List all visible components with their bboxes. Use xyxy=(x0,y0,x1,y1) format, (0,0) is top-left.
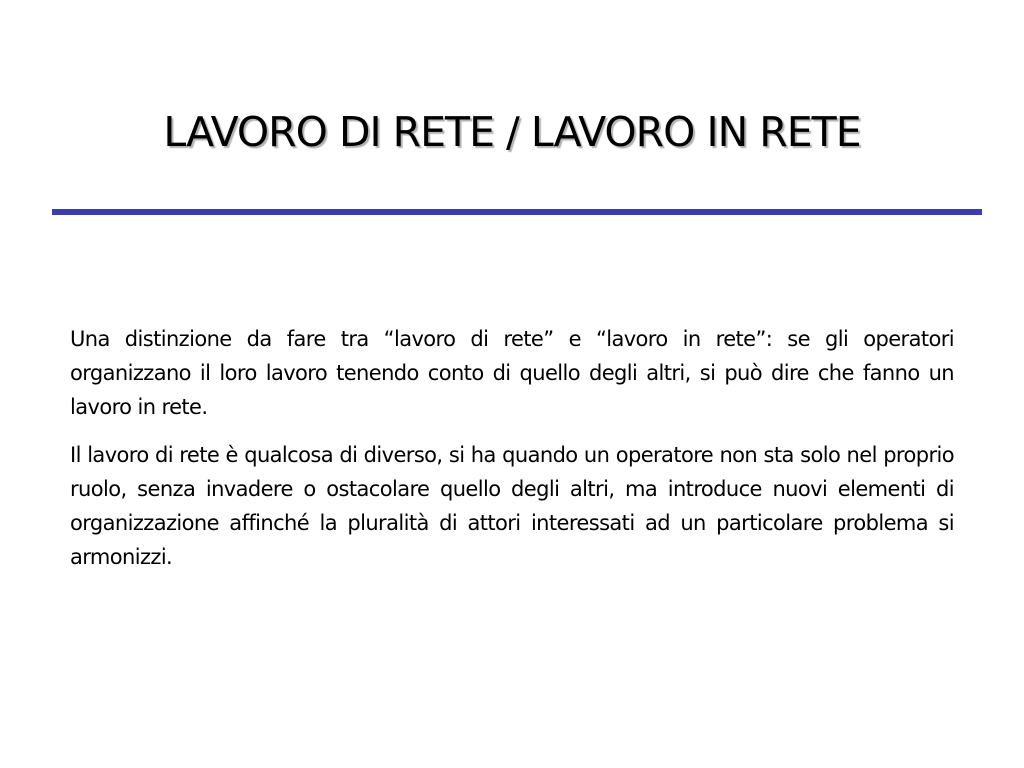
paragraph-1: Una distinzione da fare tra “lavoro di rete” e “lavoro in rete”: se gli operatori organizzano il loro lavoro tenendo conto di quello degli altri, si può dire che fanno un lavoro in rete. xyxy=(70,327,954,419)
paragraph-2: Il lavoro di rete è qualcosa di diverso, si ha quando un operatore non sta solo nel proprio ruolo, senza invadere o ostacolare quello degli altri, ma introduce nuovi elementi di organizzazione affinché la pluralità di attori interessati ad un particolare problema si armonizzi. xyxy=(70,443,954,569)
slide-body xyxy=(70,322,954,588)
slide-title: LAVORO DI RETE / LAVORO IN RETE xyxy=(163,108,861,156)
title-divider xyxy=(52,209,982,215)
